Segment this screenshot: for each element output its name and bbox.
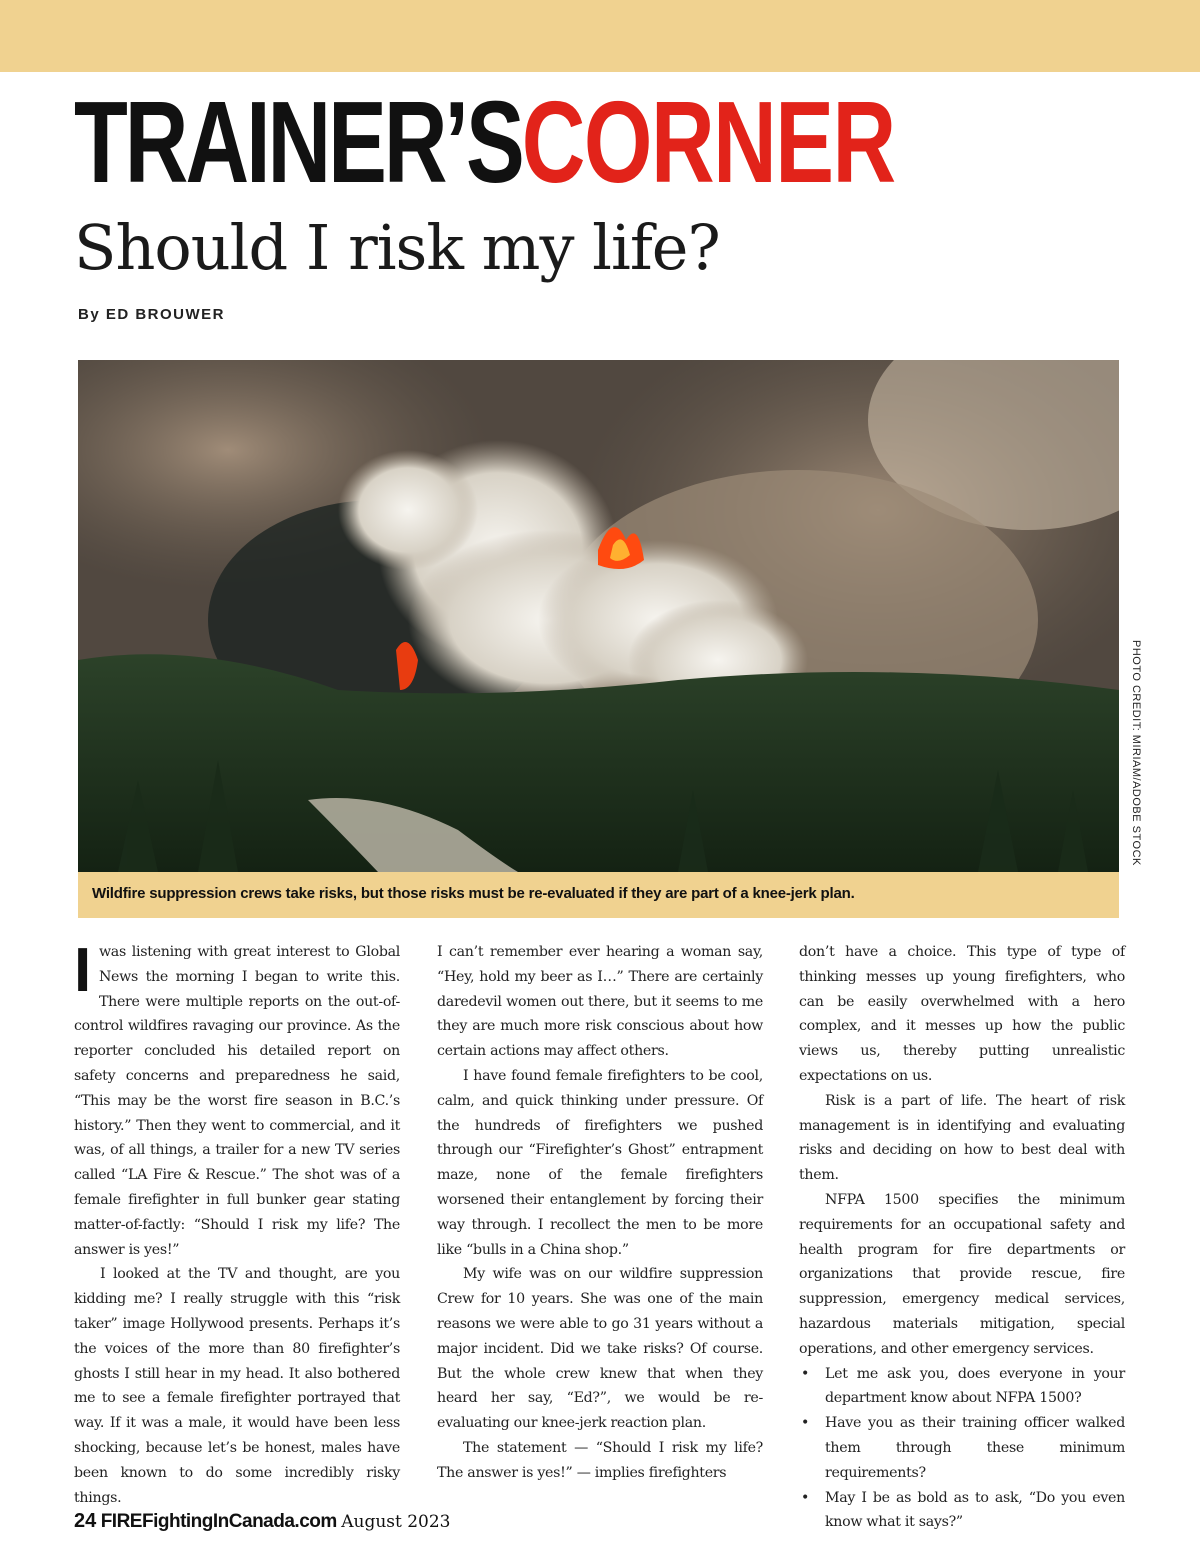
paragraph-text: was listening with great interest to Global News the morning I began to write this. There were multiple reports on the out-of-control wildfires ravaging our province. As the reporter concluded his detailed report on safety concerns and preparedness he said, “This may be the worst fire season in B.C.’s history.” Then they went to commercial, and it was, of all things, a trailer for a new TV series called “LA Fire & Rescue.” The shot was of a female firefighter in full bunker gear stating matter-of-factly: “Should I risk my life? The answer is yes!”: [74, 944, 400, 1258]
wildfire-photo: [78, 360, 1119, 872]
drop-cap: I: [74, 936, 91, 1005]
article-paragraph: Risk is a part of life. The heart of risk management is in identifying and evaluating risks and deciding on how to best deal with them.: [799, 1092, 1125, 1184]
issue-date: August 2023: [341, 1512, 451, 1532]
byline: By ED BROUWER: [78, 306, 226, 323]
article-paragraph: The statement — “Should I risk my life? The answer is yes!” — implies firefighters: [437, 1439, 763, 1481]
article-paragraph: [74, 936, 400, 1262]
bullet-item: • Let me ask you, does everyone in your department know about NFPA 1500?: [799, 1362, 1125, 1412]
photo-credit: PHOTO CREDIT: MIRIAM/ADOBE STOCK: [1130, 640, 1142, 866]
site-link[interactable]: FIREFightingInCanada.com: [100, 1511, 337, 1532]
bullet-item: • Have you as their training officer walked them through these minimum requirements?: [799, 1411, 1125, 1485]
article-headline: Should I risk my life?: [74, 211, 720, 284]
article-paragraph: I can’t remember ever hearing a woman say, “Hey, hold my beer as I…” There are certainly daredevil women out there, but it seems to me they are much more risk conscious about how certain actions may affect others.: [437, 944, 763, 1060]
article-paragraph: I have found female firefighters to be cool, calm, and quick thinking under pressure. Of the hundreds of firefighters we pushed through our “Firefighter’s Ghost” entrapment maze, none of the female firefighters worsened their entanglement by forcing their way through. I recollect the men to be more like “bulls in a China shop.”: [437, 1067, 763, 1258]
page-number: 24: [74, 1510, 97, 1532]
article-column-1: [74, 936, 400, 1510]
article-column-2: [437, 940, 763, 1486]
top-color-band: [0, 0, 1200, 72]
article-paragraph: NFPA 1500 specifies the minimum requirements for an occupational safety and health program for fire departments or organizations that provide rescue, fire suppression, emergency medical services, hazardous materials mitigation, special operations, and other emergency services.: [799, 1191, 1125, 1357]
section-title-word-1: TRAINER’S: [74, 77, 522, 207]
section-title-word-2: CORNER: [521, 77, 895, 207]
page-footer: [74, 1510, 451, 1533]
bullet-item: • May I be as bold as to ask, “Do you even know what it says?”: [799, 1486, 1125, 1536]
article-column-3: [799, 940, 1125, 1535]
section-title: [74, 77, 895, 207]
article-paragraph: I looked at the TV and thought, are you kidding me? I really struggle with this “risk taker” image Hollywood presents. Perhaps it’s the voices of the more than 80 firefighter’s ghosts I still hear in my head. It also bothered me to see a female firefighter portrayed that way. If it was a male, it would have been less shocking, because let’s be honest, males have been known to do some incredibly risky things.: [74, 1266, 400, 1506]
article-paragraph: don’t have a choice. This type of type of thinking messes up young firefighters, who can be easily overwhelmed with a hero complex, and it messes up how the public views us, thereby putting unrealistic expectations on us.: [799, 944, 1125, 1084]
photo-caption: Wildfire suppression crews take risks, but those risks must be re-evaluated if they are part of a knee-jerk plan.: [78, 872, 1119, 918]
wildfire-illustration: [78, 360, 1119, 872]
bullet-list: [799, 1362, 1125, 1536]
article-paragraph: My wife was on our wildfire suppression Crew for 10 years. She was one of the main reasons we were able to go 31 years without a major incident. Did we take risks? Of course. But the whole crew knew that when they heard her say, “Ed?”, we would be re-evaluating our knee-jerk reaction plan.: [437, 1266, 763, 1432]
